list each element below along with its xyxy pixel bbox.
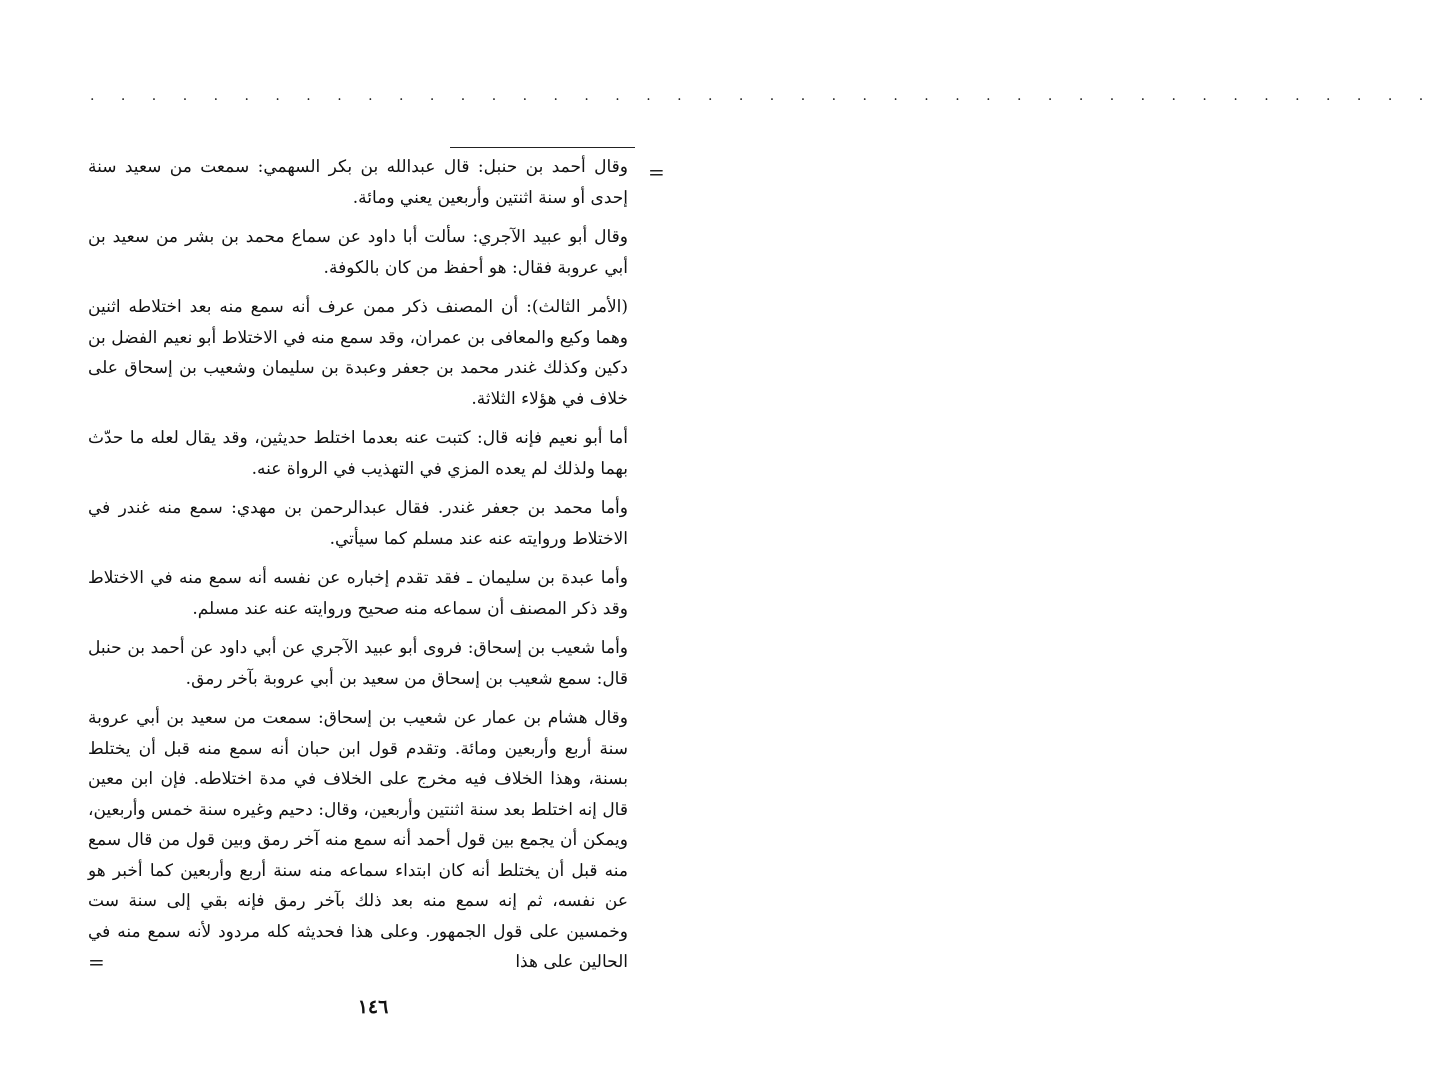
continuation-mark-top: = [648, 160, 665, 184]
paragraph-5: وأما محمد بن جعفر غندر. فقال عبدالرحمن بن مهدي: سمع منه غندر في الاختلاط وروايته عنه عند مسلم كما سيأتي. [88, 498, 628, 549]
paragraph-1: وقال أحمد بن حنبل: قال عبدالله بن بكر السهمي: سمعت من سعيد سنة إحدى أو سنة اثنتين وأربعين يعني ومائة. [88, 157, 628, 208]
paragraph-6: وأما عبدة بن سليمان ـ فقد تقدم إخباره عن نفسه أنه سمع منه في الاختلاط وقد ذكر المصنف أن سماعه منه صحيح وروايته عنه عند مسلم. [88, 568, 628, 619]
header-dotted-line: . . . . . . . . . . . . . . . . . . . . . . . . . . . . . . . . . . . . . . . . . . . . [90, 88, 1434, 104]
paragraph-7: وأما شعيب بن إسحاق: فروى أبو عبيد الآجري عن أبي داود عن أحمد بن حنبل قال: سمع شعيب بن إسحاق من سعيد بن أبي عروبة بآخر رمق. [88, 638, 628, 689]
footnote-separator-rule [450, 147, 635, 148]
paragraph-2: وقال أبو عبيد الآجري: سألت أبا داود عن سماع محمد بن بشر من سعيد بن أبي عروبة فقال: هو أحفظ من كان بالكوفة. [88, 227, 628, 278]
page-number: ١٤٦ [357, 996, 389, 1018]
paragraph-8: وقال هشام بن عمار عن شعيب بن إسحاق: سمعت من سعيد بن أبي عروبة سنة أربع وأربعين ومائة. وتقدم قول ابن حبان أنه سمع منه قبل أن يختلط بسنة، وهذا الخلاف فيه مخرج على الخلاف في مدة اختلاطه. فإن ابن معين قال إنه اختلط بعد سنة اثنتين وأربعين، وقال: دحيم وغيره سنة خمس وأربعين، ويمكن أن يجمع بين قول أحمد أنه سمع منه آخر رمق وبين قول من قال سمع منه قبل أن يختلط أنه كان ابتداء سماعه منه سنة أربع وأربعين كما أخبر هو عن نفسه، ثم إنه سمع منه بعد ذلك بآخر رمق فإنه بقي إلى سنة ست وخمسين على قول الجمهور. وعلى هذا فحديثه كله مردود لأنه سمع منه في الحالين على هذا [88, 708, 628, 972]
continuation-mark-bottom: = [88, 950, 105, 974]
paragraph-3: (الأمر الثالث): أن المصنف ذكر ممن عرف أنه سمع منه بعد اختلاطه اثنين وهما وكيع والمعافى بن عمران، وقد سمع منه في الاختلاط أبو نعيم الفضل بن دكين وكذلك غندر محمد بن جعفر وعبدة بن سليمان وشعيب بن إسحاق على خلاف في هؤلاء الثلاثة. [88, 297, 628, 409]
footnote-text [88, 152, 628, 987]
paragraph-4: أما أبو نعيم فإنه قال: كتبت عنه بعدما اختلط حديثين، وقد يقال لعله ما حدّث بهما ولذلك لم يعده المزي في التهذيب في الرواة عنه. [88, 428, 628, 479]
